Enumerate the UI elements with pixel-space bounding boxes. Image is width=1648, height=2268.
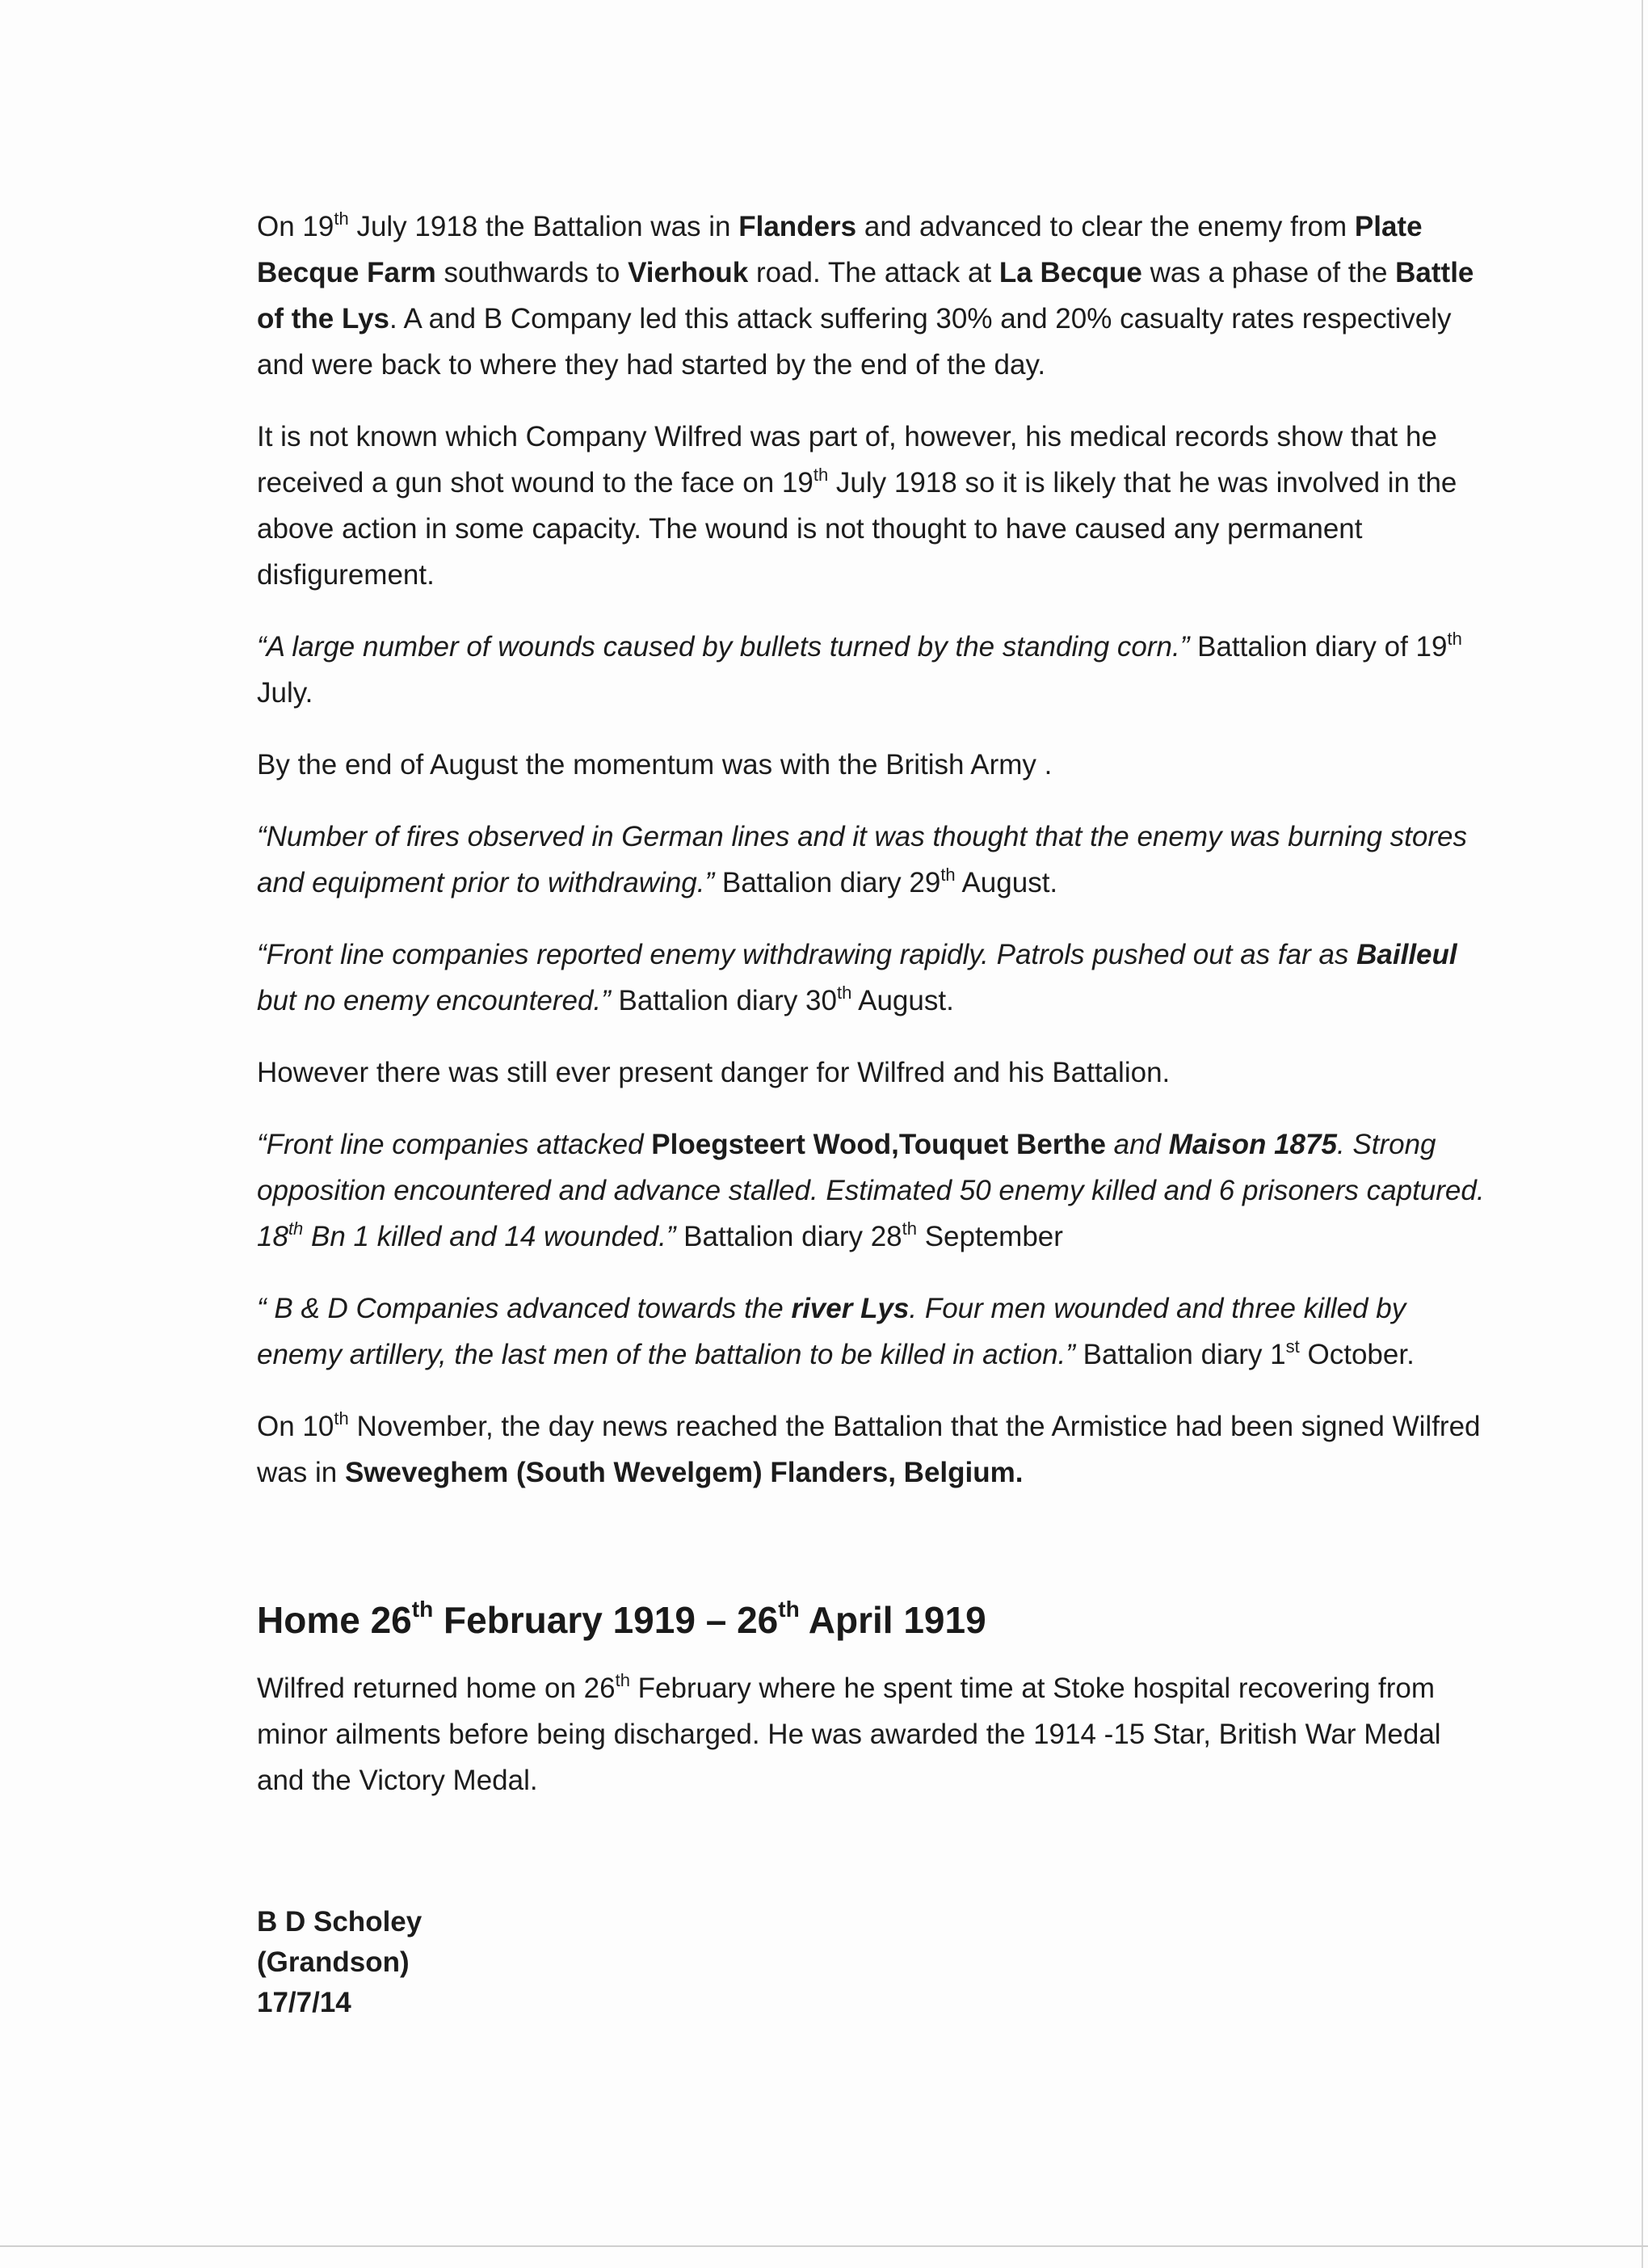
paragraph-medical-records: It is not known which Company Wilfred was part of, however, his medical records show that he received a gun shot wound to the face on 19th July 1918 so it is likely that he was involved in the above action in some capacity. The wound is not thought to have caused any permanent disfigurement.	[257, 421, 1457, 591]
place-plate-becque-farm: Plate Becque Farm	[257, 211, 1423, 288]
place-maison-1875: Maison 1875	[1168, 1129, 1337, 1160]
paragraph-armistice: On 10th November, the day news reached the Battalion that the Armistice had been signed Wilfred was in Sweveghem (South Wevelgem) Flanders, Belgium.	[257, 1408, 1481, 1488]
signature-date: 17/7/14	[257, 1987, 351, 2018]
scan-edge-bottom	[0, 2245, 1648, 2247]
paragraph-return-home: Wilfred returned home on 26th February where he spent time at Stoke hospital recovering from minor ailments before being discharged. He was awarded the 1914 -15 Star, British War Medal and the Victory Medal.	[257, 1670, 1441, 1796]
place-river-lys: river Lys	[791, 1293, 910, 1324]
diary-quote-29-august: “Number of fires observed in German lines and it was thought that the enemy was burning stores and equipment prior to withdrawing.” Battalion diary 29th August.	[257, 821, 1467, 898]
place-la-becque: La Becque	[998, 257, 1142, 288]
diary-quote-1-october: “ B & D Companies advanced towards the river Lys. Four men wounded and three killed by enemy artillery, the last men of the battalion to be killed in action.” Battalion diary 1st October.	[257, 1293, 1415, 1370]
place-flanders: Flanders	[738, 211, 857, 242]
section-heading-home: Home 26th February 1919 – 26th April 1919	[257, 1597, 986, 1641]
place-vierhouk: Vierhouk	[628, 257, 749, 288]
signature-relation: (Grandson)	[257, 1946, 410, 1978]
place-bailleul: Bailleul	[1356, 939, 1457, 970]
paragraph-danger: However there was still ever present danger for Wilfred and his Battalion.	[257, 1057, 1171, 1088]
battle-name: Battle of the Lys	[257, 257, 1474, 335]
paragraph-battle-of-lys: On 19th July 1918 the Battalion was in Flanders and advanced to clear the enemy from Plate Becque Farm southwards to Vierhouk road. The attack at La Becque was a phase of the Battle of the Lys. A and B Company led this attack suffering 30% and 20% casualty rates respectively and were back to where they had started by the end of the day.	[257, 208, 1474, 381]
diary-quote-30-august: “Front line companies reported enemy withdrawing rapidly. Patrols pushed out as far as Bailleul but no enemy encountered.” Battalion diary 30th August.	[257, 939, 1457, 1016]
diary-quote-19-july: “A large number of wounds caused by bullets turned by the standing corn.” Battalion diary of 19th July.	[257, 629, 1462, 709]
place-sweveghem: Sweveghem (South Wevelgem) Flanders, Belgium.	[344, 1457, 1024, 1488]
paragraph-momentum: By the end of August the momentum was with the British Army .	[257, 749, 1053, 781]
signature-block	[257, 1902, 1485, 2023]
signature-name: B D Scholey	[257, 1906, 423, 1938]
place-ploegsteert-wood: Ploegsteert Wood,Touquet Berthe	[651, 1129, 1106, 1160]
diary-quote-28-september: “Front line companies attacked Ploegsteert Wood,Touquet Berthe and Maison 1875. Strong opposition encountered and advance stalled. Estimated 50 enemy killed and 6 prisoners captured. 18th Bn 1 killed and 14 wounded.” Battalion diary 28th September	[257, 1129, 1485, 1252]
document-body	[257, 204, 1485, 2023]
scan-edge-right	[1642, 0, 1643, 2268]
